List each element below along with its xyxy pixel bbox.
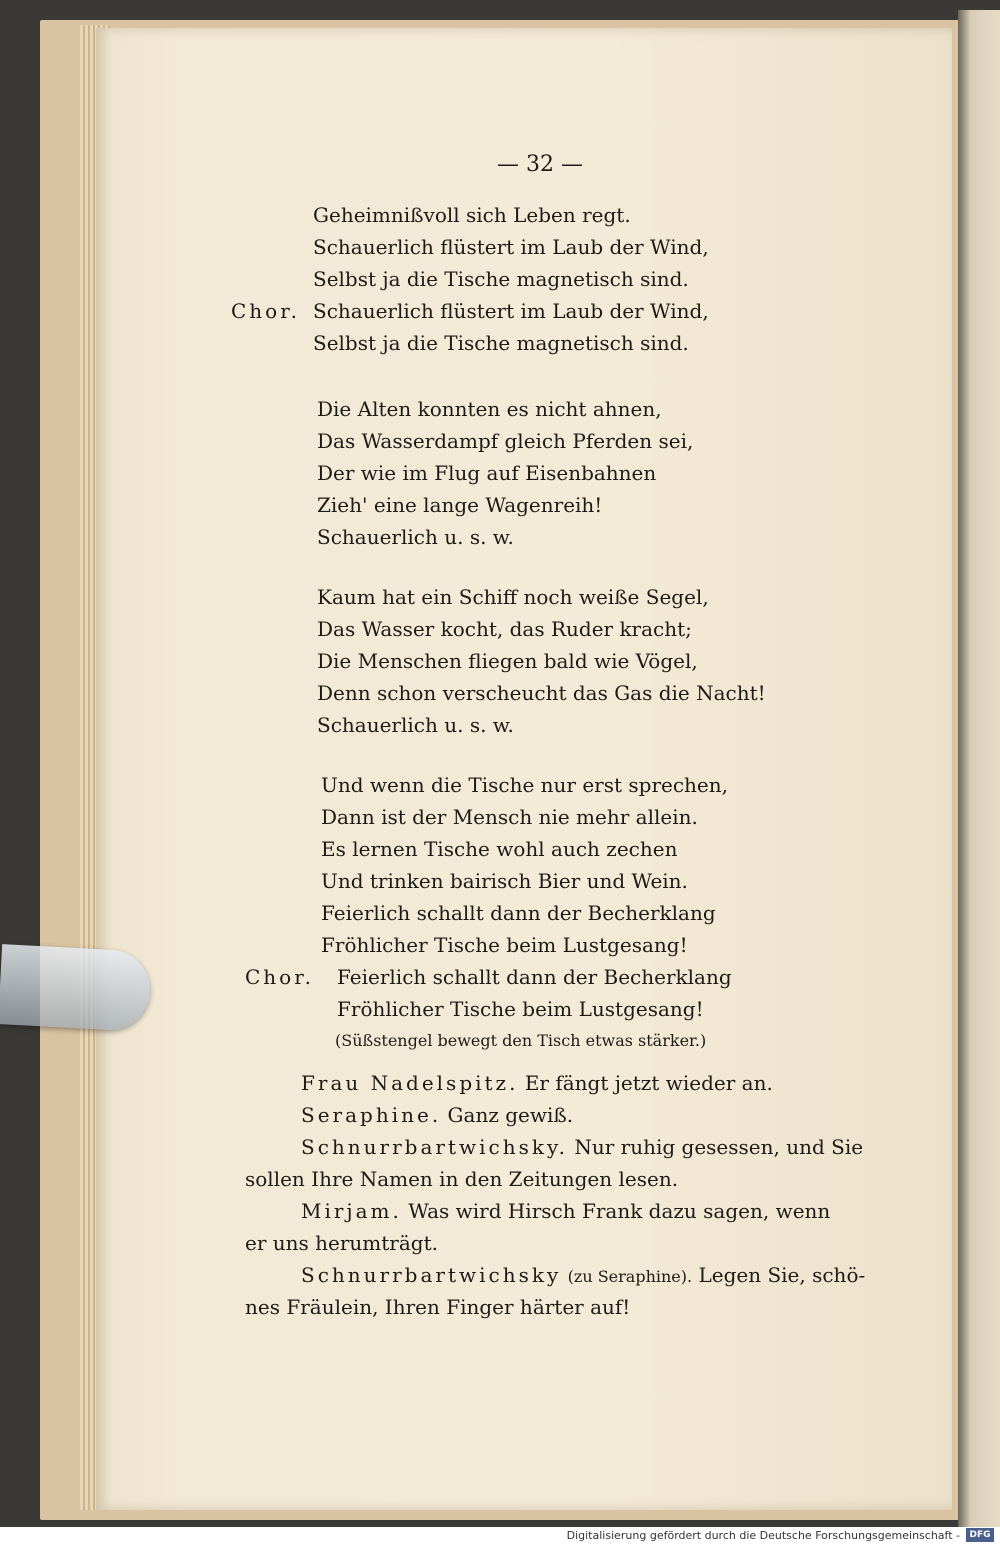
speaker-chor: Chor. xyxy=(245,965,314,989)
verse-line: Dann ist der Mensch nie mehr allein. xyxy=(321,805,698,829)
verse-line: Fröhlicher Tische beim Lustgesang! xyxy=(321,933,688,957)
verse-line: Und trinken bairisch Bier und Wein. xyxy=(321,869,688,893)
dialogue-continuation: sollen Ihre Namen in den Zeitungen lesen. xyxy=(245,1167,679,1191)
speaker-name: Frau Nadelspitz. xyxy=(301,1071,519,1095)
verse-line: Schauerlich u. s. w. xyxy=(317,713,514,737)
verse-line: Die Alten konnten es nicht ahnen, xyxy=(317,397,662,421)
dialogue-line xyxy=(301,1132,863,1162)
footer-credit: Digitalisierung gefördert durch die Deutsche Forschungsgemeinschaft - xyxy=(566,1529,960,1542)
verse-line: Der wie im Flug auf Eisenbahnen xyxy=(317,461,657,485)
dialogue-line xyxy=(301,1100,573,1130)
verse-line: Schauerlich flüstert im Laub der Wind, xyxy=(313,299,709,323)
speaker-chor: Chor. xyxy=(231,299,300,323)
stage-direction: (Süßstengel bewegt den Tisch etwas stärker.) xyxy=(335,1031,707,1050)
facing-page-edge xyxy=(958,10,1000,1530)
speaker-name: Mirjam. xyxy=(301,1199,402,1223)
speaker-name: Schnurrbartwichsky. xyxy=(301,1135,568,1159)
dialogue-continuation: nes Fräulein, Ihren Finger härter auf! xyxy=(245,1295,631,1319)
verse-line: Geheimnißvoll sich Leben regt. xyxy=(313,203,631,227)
dialogue-continuation: er uns herumträgt. xyxy=(245,1231,438,1255)
dialogue-line xyxy=(301,1260,865,1292)
verse-line: Das Wasser kocht, das Ruder kracht; xyxy=(317,617,692,641)
verse-line: Selbst ja die Tische magnetisch sind. xyxy=(313,331,689,355)
page-number: — 32 — xyxy=(497,152,583,177)
verse-line: Zieh' eine lange Wagenreih! xyxy=(317,493,603,517)
verse-line: Das Wasserdampf gleich Pferden sei, xyxy=(317,429,694,453)
verse-line: Denn schon verscheucht das Gas die Nacht! xyxy=(317,681,766,705)
dialogue-text: Legen Sie, schö- xyxy=(698,1263,866,1287)
dialogue-text: Nur ruhig gesessen, und Sie xyxy=(574,1135,864,1159)
dialogue-text: Was wird Hirsch Frank dazu sagen, wenn xyxy=(408,1199,831,1223)
speaker-name: Schnurrbartwichsky xyxy=(301,1263,562,1287)
dialogue-text: Er fängt jetzt wieder an. xyxy=(524,1071,773,1095)
dialogue-line xyxy=(301,1196,830,1226)
verse-line: Es lernen Tische wohl auch zechen xyxy=(321,837,678,861)
verse-line: Schauerlich flüstert im Laub der Wind, xyxy=(313,235,709,259)
verse-line: Feierlich schallt dann der Becherklang xyxy=(321,901,716,925)
verse-line: Schauerlich u. s. w. xyxy=(317,525,514,549)
verse-line: Selbst ja die Tische magnetisch sind. xyxy=(313,267,689,291)
verse-line: Fröhlicher Tische beim Lustgesang! xyxy=(337,997,704,1021)
speaker-name: Seraphine. xyxy=(301,1103,442,1127)
page-clip xyxy=(0,944,152,1032)
dialogue-line xyxy=(301,1068,773,1098)
verse-line: Kaum hat ein Schiff noch weiße Segel, xyxy=(317,585,709,609)
verse-line: Die Menschen fliegen bald wie Vögel, xyxy=(317,649,698,673)
dialogue-text: Ganz gewiß. xyxy=(447,1103,574,1127)
verse-line: Und wenn die Tische nur erst sprechen, xyxy=(321,773,728,797)
dfg-logo: DFG xyxy=(966,1528,994,1542)
verse-line: Feierlich schallt dann der Becherklang xyxy=(337,965,732,989)
aside: (zu Seraphine). xyxy=(567,1267,693,1286)
